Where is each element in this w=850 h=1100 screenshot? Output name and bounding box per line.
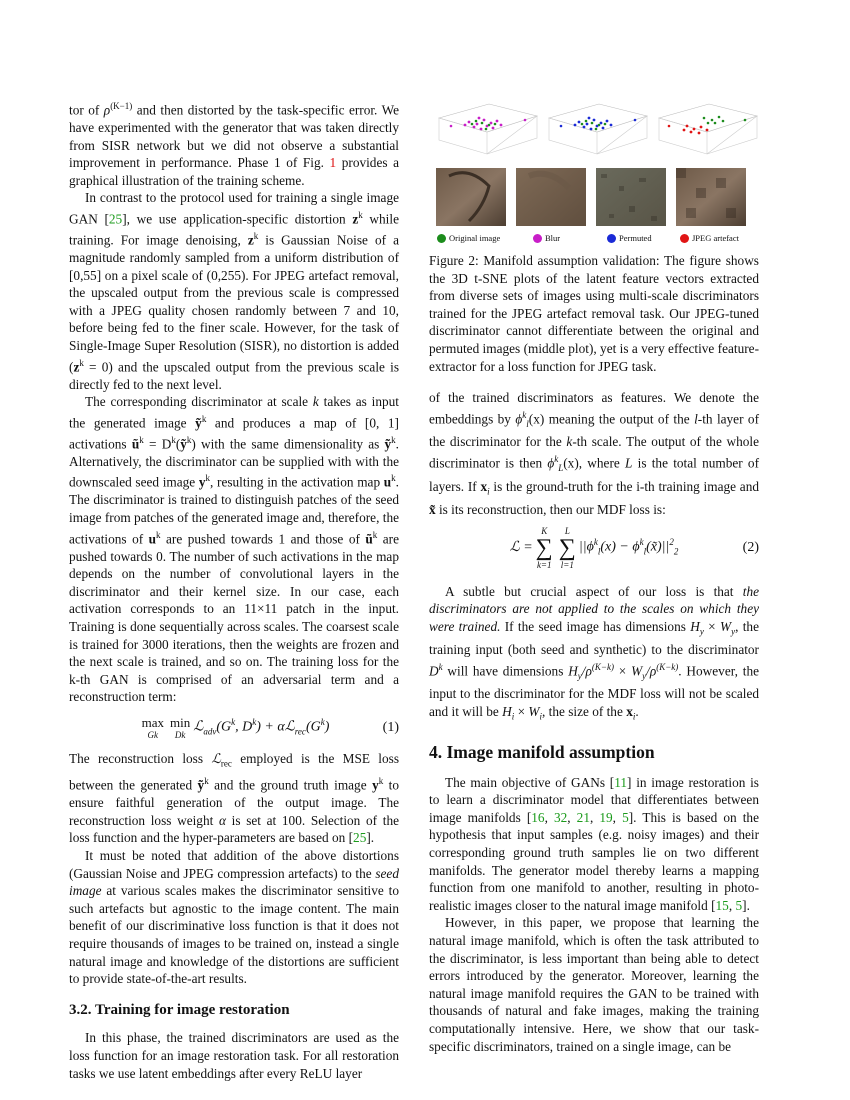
paragraph-1: tor of $\rho^{(K-1)}$ and then distorted by the task-specific error. We have experimented with the generator that was taken directly from SISR network but we did not observe a substantial improvement in performance. Phase 1 of Fig. 1 provides a graphical illustration of the training scheme. [69, 101, 399, 188]
equation-number: (2) [742, 539, 759, 555]
citation-link[interactable]: 32 [553, 809, 568, 825]
citation-link[interactable]: 5 [622, 809, 629, 825]
citation-link[interactable]: 11 [614, 774, 628, 790]
citation-link[interactable]: 15 [715, 897, 729, 913]
legend-jpeg: JPEG artefact [680, 230, 739, 248]
paragraph-right-4: However, in this paper, we propose that learning the natural image manifold, which is often the task attributed to the discriminator, is less important than being able to detect errors introduced by the generator. Moreover, learning the natural image manifold requires the GAN to be trained with thousands of natural and fake images, making the training computationally intensive. Here, we show that our task-specific discriminators, trained on a single image, can be [429, 915, 759, 1054]
section-heading-4: 4. Image manifold assumption [429, 742, 655, 763]
citation-link[interactable]: 16 [531, 809, 545, 825]
citation-link[interactable]: 19 [599, 809, 613, 825]
magenta-dot-icon [533, 234, 542, 243]
green-dot-icon [437, 234, 446, 243]
section-heading-3-2: 3.2. Training for image restoration [69, 1001, 290, 1018]
citation-link[interactable]: 5 [735, 897, 743, 913]
citation-link[interactable]: 25 [108, 211, 123, 227]
tsne-plots-figure [429, 96, 759, 226]
red-dot-icon [680, 234, 689, 243]
citation-link[interactable]: 21 [576, 809, 590, 825]
blue-dot-icon [607, 234, 616, 243]
paragraph-right-1: of the trained discriminators as features. We denote the embeddings by $\phi^k_l(x)$ meaning the output of the l-th layer of the discriminator for the k-th scale. The output of the whole discriminator is then $\phi^k_L(x)$, where L is the total number of layers. If $x_i$ is the ground-truth for the i-th training image and x̃ is its reconstruction, then our MDF loss is: [429, 390, 760, 517]
right-column [429, 96, 759, 1055]
paragraph-right-2: A subtle but crucial aspect of our loss is that the discriminators are not applied to the scales on which they were trained. If the seed image has dimensions $H_y \times W_y$, the training input (both seed and synthetic) to the discriminator $D^k$ will have dimensions $H_y/\rho^{(K-k)} \times W_y/\rho^{(K-k)}$. However, the input to the discriminator for the MDF loss will not be scaled and it will be $H_i \times W_i$, the size of the $x_i$. [429, 583, 759, 722]
tsne-plot-original-jpeg [659, 104, 757, 154]
equation-number: (1) [382, 720, 399, 736]
tsne-plot-original-blur [439, 104, 537, 154]
paragraph-4: The reconstruction loss ℒ$_{rec}$ employed is the MSE loss between the generated ỹ$^k$ and the ground truth image $y^k$ to ensure faithful generation of the output image. The reconstruction loss weight α is set at 100. Selection of the loss function and the hyper-parameters are based on [25]. [69, 750, 400, 846]
figure-2 [429, 96, 759, 244]
paragraph-3: The corresponding discriminator at scale k takes as input the generated image ỹ$^k$ and produces a map of [0, 1] activations $ũ^k$ = $D^k(ỹ^k)$ with the same dimensionality as ỹ$^k$. Alternatively, the discriminator can be supplied with with the downscaled seed image $y^k$, resulting in the activation map $u^k$. The discriminator is trained to distinguish patches of the seed image from patches of the generated image and, therefore, the activations of $u^k$ are pushed towards 1 and those of $ũ^k$ are pushed towards 0. The number of such activations in the map depends on the number of convolutional layers in the discriminator and their kernel size. In our case, each activation corresponds to an 11×11 patch in the input. Training is done sequentially across scales. The coarsest scale is trained for 3000 iterations, then the weights are frozen and the next scale is trained, and so on. The training loss for the k-th GAN is comprised of an adversarial term and a reconstruction term: [69, 394, 399, 705]
legend-original: Original image [437, 230, 500, 248]
legend-permuted: Permuted [607, 230, 652, 248]
equation-1: max Gk min Dk $ℒ_{adv}(G^k$, $D^k$) + $\alpha ℒ_{rec}(G^k)$ (1) [141, 714, 399, 740]
equation-2: ℒ = K ∑ k=1 L ∑ l=1 $||\phi^k_l(x)$ − $\phi^k_l(x̃)||^2_2$ (2) [509, 525, 759, 570]
left-column [69, 98, 399, 1082]
paragraph-6: In this phase, the trained discriminators are used as the loss function for an image restoration task. For all restoration tasks we use latent embeddings after every ReLU layer [69, 1030, 399, 1081]
citation-link[interactable]: 25 [353, 830, 367, 846]
figure-ref-link[interactable]: 1 [329, 155, 337, 171]
figure-2-caption: Figure 2: Manifold assumption validation: The figure shows the 3D t-SNE plots of the latent feature vectors extracted from diverse sets of images using multi-scale discriminators trained for the JPEG artefact removal task. Our JPEG-tuned discriminator cannot differentiate between the original and permuted images (middle plot), yet is a very effective feature-extractor for a loss function for JPEG task. [429, 253, 759, 374]
tsne-plot-original-permuted [549, 104, 647, 154]
paragraph-5: It must be noted that addition of the above distortions (Gaussian Noise and JPEG compression artefacts) to the seed image at various scales makes the discriminator sensitive to such artefacts but agnostic to the image content. The main benefit of our discriminative loss function is that it does not require thousands of images to be trained on, instead a single natural image and knowledge of the distortions are sufficient to provide state-of-the-art results. [69, 848, 399, 987]
paragraph-right-3: The main objective of GANs [11] in image restoration is to learn a discriminator model that differentiates between image manifolds [16, 32, 21, 19, 5]. This is based on the hypothesis that input samples (e.g. noisy images) and their corresponding ground truth samples lie on two different manifolds. The generator model thereby learns a mapping function from one manifold to another, resulting in photo-realistic images closer to the natural image manifold [15, 5]. [429, 774, 759, 913]
paragraph-2: In contrast to the protocol used for training a single image GAN [25], we use application-specific distortion $z^k$ while training. For image denoising, $z^k$ is Gaussian Noise of a magnitude randomly sampled from a uniform distribution of [0,55] on a pixel scale of (0,255). For JPEG artefact removal, the upscaled output from the previous scale is compressed with a JPEG quality chosen randomly between 7 and 10, before being fed to the finer scale. However, for the task of Single-Image Super Resolution (SISR), no distortion is added $(z^k = 0)$ and the upscaled output from the previous scale is directly fed to the next level. [69, 190, 399, 392]
legend-blur: Blur [533, 230, 560, 248]
